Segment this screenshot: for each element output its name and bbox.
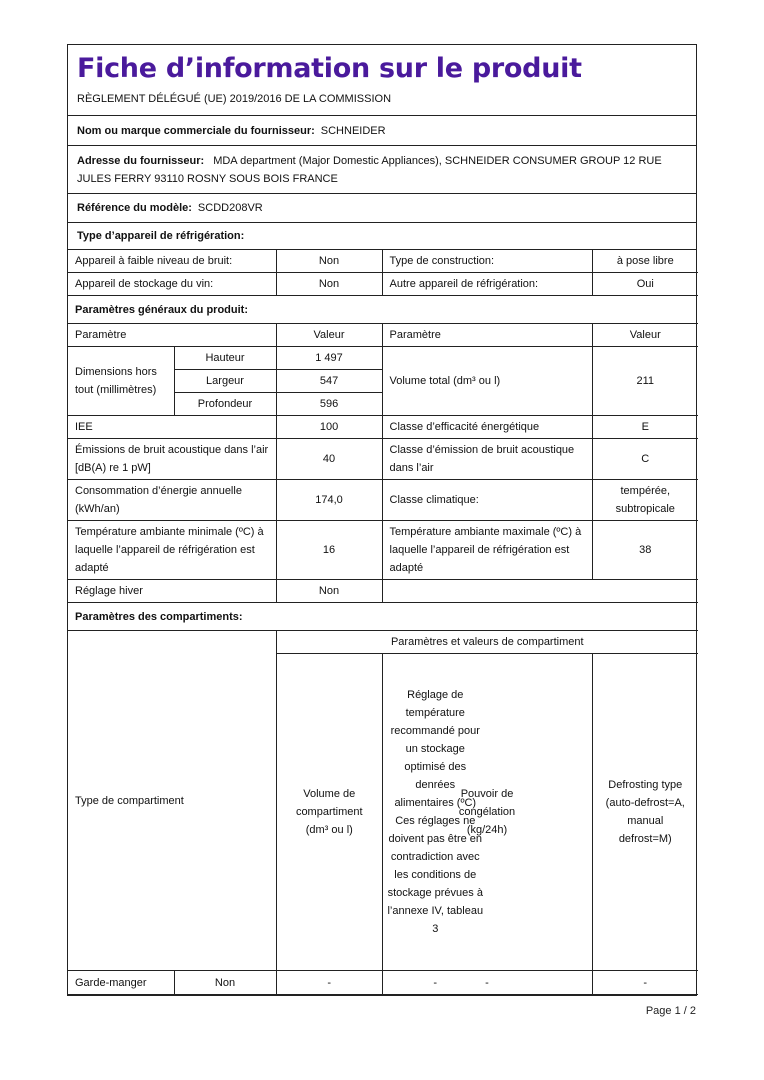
- construction-type-value: à pose libre: [592, 250, 698, 273]
- supplier-name-value: SCHNEIDER: [320, 124, 386, 137]
- col-header-temperature: Réglage de température recommandé pour un stockage optimisé des denrées alimentaires (ºC) Ces réglages ne doivent pas être en contradiction avec les conditions de stockage prévues à l’annexe IV, tableau 3: [387, 689, 484, 935]
- col-header-value-2: Valeur: [592, 324, 698, 347]
- supplier-name-label: Nom ou marque commerciale du fournisseur:: [77, 124, 315, 137]
- total-volume-value: 211: [592, 347, 698, 416]
- compartment-present: Non: [174, 971, 276, 995]
- noise-emission-value: 40: [276, 439, 382, 480]
- climate-class-value: tempérée, subtropicale: [592, 480, 698, 521]
- compartment-parameters-heading: Paramètres des compartiments:: [68, 603, 698, 631]
- compartment-defrost: -: [592, 971, 698, 995]
- min-ambient-temp-value: 16: [276, 521, 382, 580]
- iee-value: 100: [276, 416, 382, 439]
- climate-class-label: Classe climatique:: [382, 480, 592, 521]
- width-value: 547: [276, 370, 382, 393]
- max-ambient-temp-value: 38: [592, 521, 698, 580]
- min-ambient-temp-label: Température ambiante minimale (ºC) à laquelle l’appareil de réfrigération est adapté: [68, 521, 276, 580]
- noise-class-value: C: [592, 439, 698, 480]
- other-appliance-label: Autre appareil de réfrigération:: [382, 273, 592, 296]
- model-reference-label: Référence du modèle:: [77, 202, 192, 214]
- supplier-name-row: [68, 116, 696, 146]
- compartment-volume: -: [277, 971, 383, 994]
- wine-storage-label: Appareil de stockage du vin:: [68, 273, 276, 296]
- page-title: Fiche d’information sur le produit: [77, 53, 582, 84]
- col-header-freezing: Pouvoir de congélation (kg/24h): [382, 654, 592, 971]
- compartment-temperature: -: [433, 976, 438, 989]
- regulation-reference: RÈGLEMENT DÉLÉGUÉ (UE) 2019/2016 DE LA COMMISSION: [68, 89, 696, 116]
- total-volume-label: Volume total (dm³ ou l): [382, 347, 592, 416]
- col-header-value: Valeur: [276, 324, 382, 347]
- winter-setting-label: Réglage hiver: [68, 580, 276, 603]
- height-value: 1 497: [276, 347, 382, 370]
- height-label: Hauteur: [174, 347, 276, 370]
- compartment-freezing: -: [382, 971, 592, 995]
- low-noise-value: Non: [276, 250, 382, 273]
- col-header-parameter: Paramètre: [68, 324, 276, 347]
- other-appliance-value: Oui: [592, 273, 698, 296]
- noise-emission-label: Émissions de bruit acoustique dans l’air [dB(A) re 1 pW]: [68, 439, 276, 480]
- appliance-type-heading-row: [68, 223, 696, 250]
- iee-label: IEE: [68, 416, 276, 439]
- col-header-parameter-2: Paramètre: [382, 324, 592, 347]
- compartment-name: Garde-manger: [68, 971, 174, 995]
- noise-class-label: Classe d’émission de bruit acoustique dans l’air: [382, 439, 592, 480]
- appliance-type-table: [68, 250, 698, 995]
- model-reference-value: SCDD208VR: [197, 202, 263, 214]
- max-ambient-temp-label: Température ambiante maximale (ºC) à laquelle l’appareil de réfrigération est adapté: [382, 521, 592, 580]
- product-information-sheet: [67, 44, 697, 996]
- energy-class-value: E: [592, 416, 698, 439]
- table-row: [68, 971, 698, 995]
- col-header-volume: Volume de compartiment (dm³ ou l): [277, 654, 383, 970]
- annual-consumption-value: 174,0: [276, 480, 382, 521]
- supplier-address-value: MDA department (Major Domestic Appliances), SCHNEIDER CONSUMER GROUP 12 RUE JULES FERRY 93110 ROSNY SOUS BOIS FRANCE: [77, 155, 662, 185]
- appliance-type-heading: Type d’appareil de réfrigération:: [77, 230, 245, 242]
- compartment-type-label: Type de compartiment: [68, 631, 276, 971]
- empty-cell: [382, 580, 698, 603]
- depth-value: 596: [276, 393, 382, 416]
- supplier-address-label: Adresse du fournisseur:: [77, 155, 205, 167]
- construction-type-label: Type de construction:: [382, 250, 592, 273]
- supplier-address-row: [68, 146, 696, 194]
- depth-label: Profondeur: [174, 393, 276, 416]
- col-header-defrost: Defrosting type (auto-defrost=A, manual defrost=M): [592, 654, 698, 971]
- wine-storage-value: Non: [276, 273, 382, 296]
- compartment-group-header: Paramètres et valeurs de compartiment: [276, 631, 698, 654]
- low-noise-label: Appareil à faible niveau de bruit:: [68, 250, 276, 273]
- energy-class-label: Classe d’efficacité énergétique: [382, 416, 592, 439]
- general-parameters-heading: Paramètres généraux du produit:: [68, 296, 698, 324]
- winter-setting-value: Non: [276, 580, 382, 603]
- width-label: Largeur: [174, 370, 276, 393]
- page-number: Page 1 / 2: [645, 1005, 696, 1017]
- annual-consumption-label: Consommation d’énergie annuelle (kWh/an): [68, 480, 276, 521]
- dimensions-label: Dimensions hors tout (millimètres): [68, 347, 174, 416]
- model-reference-row: [68, 194, 696, 223]
